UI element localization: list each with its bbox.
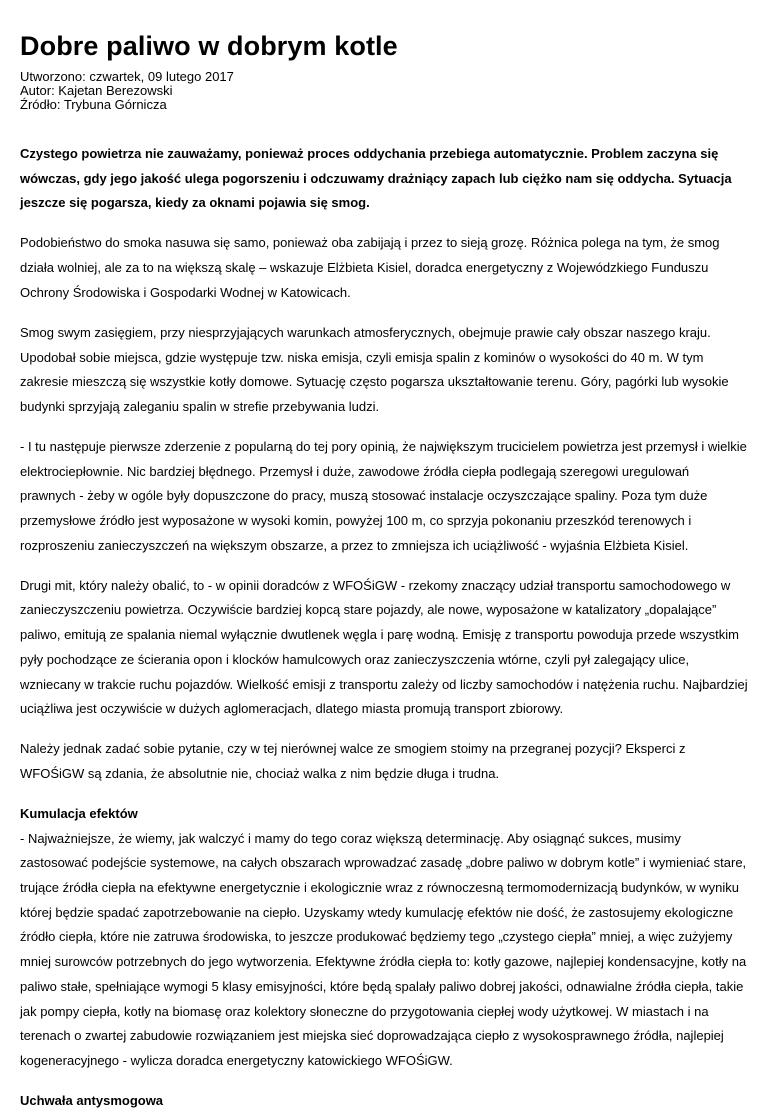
article-title: Dobre paliwo w dobrym kotle xyxy=(20,31,398,61)
lead-paragraph: Czystego powietrza nie zauważamy, ponieważ proces oddychania przebiega automatycznie. Problem zaczyna się wówczas, gdy jego jakość ulega pogorszeniu i odczuwamy drażniący zapach lub ciężko nam się oddycha. Sytuacja jeszcze się pogarsza, kiedy za oknami pojawia się smog. xyxy=(20,146,732,211)
section-paragraph-kumulacja: - Najważniejsze, że wiemy, jak walczyć i mamy do tego coraz większą determinację. Aby osiągnąć sukces, musimy zastosować podejście systemowe, na całych obszarach wprowadzać zasadę „dobre paliwo w dobrym kotle” i wymieniać stare, trujące źródła ciepła na efektywne energetycznie i ekologicznie wraz z równoczesną termomodernizacją budynków, w wyniku której będzie spadać zapotrzebowanie na ciepło. Uzyskamy wtedy kumulację efektów nie dość, że zastosujemy ekologiczne źródło ciepła, które nie zatruwa środowiska, to jeszcze produkować będziemy tego „czystego ciepła” mniej, a więc zużyjemy mniej surowców potrzebnych do jego wytworzenia. Efektywne źródła ciepła to: kotły gazowe, najlepiej kondensacyjne, kotły na paliwo stałe, spełniające wymogi 5 klasy emisyjności, które będą spalały paliwo dobrej jakości, odnawialne źródła ciepła, takie jak pompy ciepła, kotły na biomasę oraz kolektory słoneczne do przygotowania ciepłej wody użytkowej. W miastach i na terenach o zwartej zabudowie rozwiązaniem jest miejska sieć doprowadzająca ciepło z wysokosprawnego źródła, najlepiej kogeneracyjnego - wylicza doradca energetyczny katowickiego WFOŚiGW. xyxy=(20,830,747,1068)
article-meta xyxy=(20,70,748,112)
created-date: Utworzono: czwartek, 09 lutego 2017 xyxy=(20,69,234,84)
section-heading-uchwala: Uchwała antysmogowa xyxy=(20,1092,164,1108)
article-body xyxy=(20,142,748,1114)
paragraph-3: - I tu następuje pierwsze zderzenie z popularną do tej pory opinią, że największym trucicielem powietrza jest przemysł i wielkie elektrociepłownie. Nic bardziej błędnego. Przemysł i duże, zawodowe źródła ciepła podlegają szeregowi uregulowań prawnych - żeby w ogóle były dopuszczone do pracy, muszą stosować instalacje oczyszczające spaliny. Poza tym duże przemysłowe źródło jest wyposażone w wysoki komin, powyżej 100 m, co sprzyja pokonaniu przeszkód terenowych i rozproszeniu zanieczyszczeń na większym obszarze, a przez to zmniejsza ich uciążliwość - wyjaśnia Elżbieta Kisiel. xyxy=(20,438,747,553)
paragraph-1: Podobieństwo do smoka nasuwa się samo, ponieważ oba zabijają i przez to sieją grozę. Różnica polega na tym, że smog działa wolniej, ale za to na większą skalę – wskazuje Elżbieta Kisiel, doradca energetyczny z Wojewódzkiego Funduszu Ochrony Środowiska i Gospodarki Wodnej w Katowicach. xyxy=(20,235,720,300)
paragraph-2: Smog swym zasięgiem, przy niesprzyjających warunkach atmosferycznych, obejmuje prawie cały obszar naszego kraju. Upodobał sobie miejsca, gdzie występuje tzw. niska emisja, czyli emisja spalin z kominów o wysokości do 40 m. W tym zakresie mieszczą się wszystkie kotły domowe. Sytuację często pogarsza ukształtowanie terenu. Góry, pagórki lub wysokie budynki sprzyjają zaleganiu spalin w strefie przebywania ludzi. xyxy=(20,324,729,414)
source-line: Źródło: Trybuna Górnicza xyxy=(20,97,167,112)
author-line: Autor: Kajetan Berezowski xyxy=(20,83,173,98)
section-heading-kumulacja: Kumulacja efektów xyxy=(20,805,138,821)
paragraph-5: Należy jednak zadać sobie pytanie, czy w tej nierównej walce ze smogiem stoimy na przegranej pozycji? Eksperci z WFOŚiGW są zdania, że absolutnie nie, chociaż walka z nim będzie długa i trudna. xyxy=(20,741,686,781)
paragraph-4: Drugi mit, który należy obalić, to - w opinii doradców z WFOŚiGW - rzekomy znaczący udział transportu samochodowego w zanieczyszczeniu powietrza. Oczywiście bardziej kopcą stare pojazdy, ale nowe, wyposażone w katalizatory „dopalające” paliwo, emitują ze spalania niemal wyłącznie dwutlenek węgla i parę wodną. Emisję z transportu powoduja przede wszystkim pyły pochodzące ze ścierania opon i klocków hamulcowych oraz zanieczyszczenia wtórne, czyli pył zalegający ulice, wzniecany w trakcie ruchu pojazdów. Wielkość emisji z transportu zależy od liczby samochodów i natężenia ruchu. Najbardziej uciążliwa jest oczywiście w dużych aglomeracjach, dlatego miasta promują transport zbiorowy. xyxy=(20,577,748,717)
